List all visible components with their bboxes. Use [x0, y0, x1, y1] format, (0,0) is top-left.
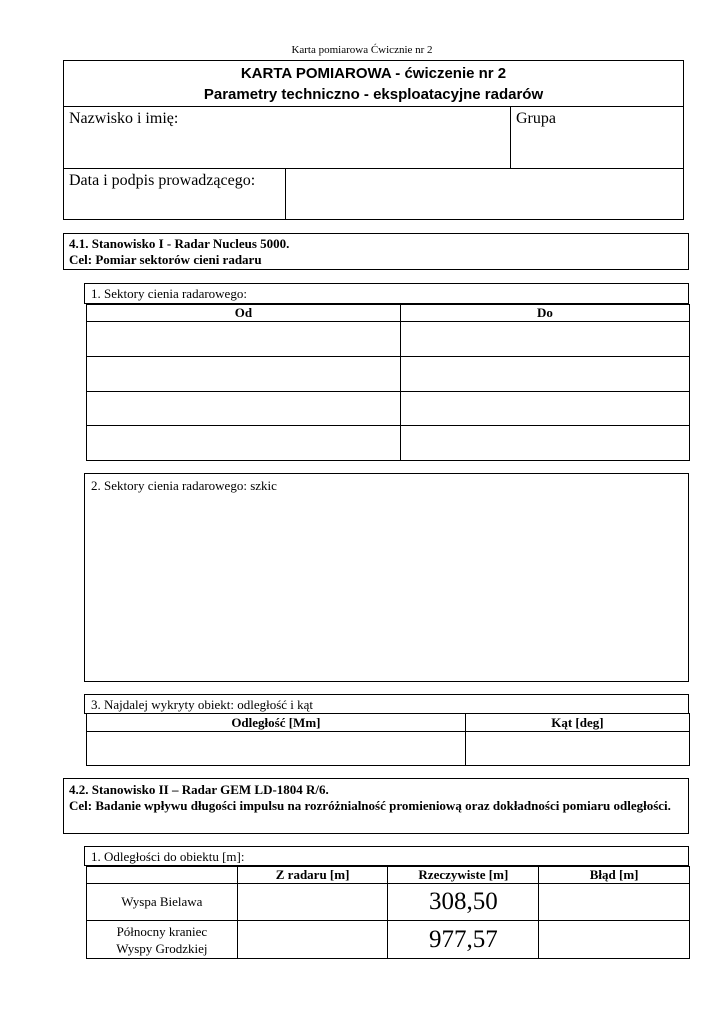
table-row	[87, 356, 690, 391]
do-cell[interactable]	[400, 356, 689, 391]
title-line-2: Parametry techniczno - eksploatacyjne radarów	[203, 86, 544, 103]
column-header-angle: Kąt [deg]	[465, 714, 689, 732]
od-cell[interactable]	[87, 391, 401, 426]
sketch-box[interactable]	[84, 473, 689, 682]
do-cell[interactable]	[400, 391, 689, 426]
section-2-heading	[63, 778, 689, 834]
distances-label: 1. Odległości do obiektu [m]:	[84, 846, 689, 866]
radar-value-cell[interactable]	[237, 884, 388, 921]
angle-cell[interactable]	[465, 732, 689, 766]
group-field[interactable]	[511, 107, 683, 168]
group-label: Grupa	[516, 110, 556, 127]
table-row	[87, 884, 690, 921]
distances-table	[86, 866, 690, 958]
name-field[interactable]	[64, 107, 510, 168]
farthest-object-table	[86, 713, 690, 766]
table-row	[87, 322, 690, 357]
radar-value-cell[interactable]	[237, 921, 388, 959]
object-name: Wyspa Bielawa	[87, 884, 238, 921]
section-1-title: 4.1. Stanowisko I - Radar Nucleus 5000.	[69, 236, 290, 251]
date-row	[63, 168, 684, 220]
od-cell[interactable]	[87, 426, 401, 461]
item-1-label: 1. Sektory cienia radarowego:	[84, 283, 689, 304]
od-cell[interactable]	[87, 356, 401, 391]
table-row	[87, 391, 690, 426]
do-cell[interactable]	[400, 426, 689, 461]
section-1-heading	[63, 233, 689, 270]
section-2-goal: Cel: Badanie wpływu długości impulsu na rozróżnialność promieniową oraz dokładności pomiaru odległości.	[69, 798, 671, 813]
title-box	[63, 60, 684, 107]
od-cell[interactable]	[87, 322, 401, 357]
object-name-line-1: Północny kraniec	[116, 923, 208, 939]
actual-value: 977,57	[388, 921, 539, 959]
signature-field[interactable]	[286, 169, 683, 219]
distance-cell[interactable]	[87, 732, 466, 766]
actual-value: 308,50	[388, 884, 539, 921]
column-header-od: Od	[87, 305, 401, 322]
name-row	[63, 106, 684, 169]
section-2-title: 4.2. Stanowisko II – Radar GEM LD-1804 R/6.	[69, 782, 329, 797]
section-1-goal: Cel: Pomiar sektorów cieni radaru	[69, 252, 262, 267]
column-header-distance: Odległość [Mm]	[87, 714, 466, 732]
name-label: Nazwisko i imię:	[69, 110, 179, 127]
sketch-label: 2. Sektory cienia radarowego: szkic	[91, 478, 277, 493]
table-row	[87, 921, 690, 959]
error-value-cell[interactable]	[539, 921, 690, 959]
item-3-label: 3. Najdalej wykryty obiekt: odległość i kąt	[84, 694, 689, 714]
column-header-do: Do	[400, 305, 689, 322]
table-row	[87, 732, 690, 766]
object-name-line-2: Wyspy Grodzkiej	[116, 940, 208, 956]
column-header-radar: Z radaru [m]	[237, 867, 388, 884]
title-line-1: KARTA POMIAROWA - ćwiczenie nr 2	[240, 65, 507, 82]
error-value-cell[interactable]	[539, 884, 690, 921]
shadow-sectors-table	[86, 304, 690, 461]
column-header-actual: Rzeczywiste [m]	[388, 867, 539, 884]
do-cell[interactable]	[400, 322, 689, 357]
column-header-object	[87, 867, 238, 884]
page-header: Karta pomiarowa Ćwicznie nr 2	[291, 44, 433, 56]
object-name	[87, 921, 238, 959]
table-row	[87, 426, 690, 461]
date-label: Data i podpis prowadzącego:	[69, 172, 256, 189]
column-header-error: Błąd [m]	[539, 867, 690, 884]
